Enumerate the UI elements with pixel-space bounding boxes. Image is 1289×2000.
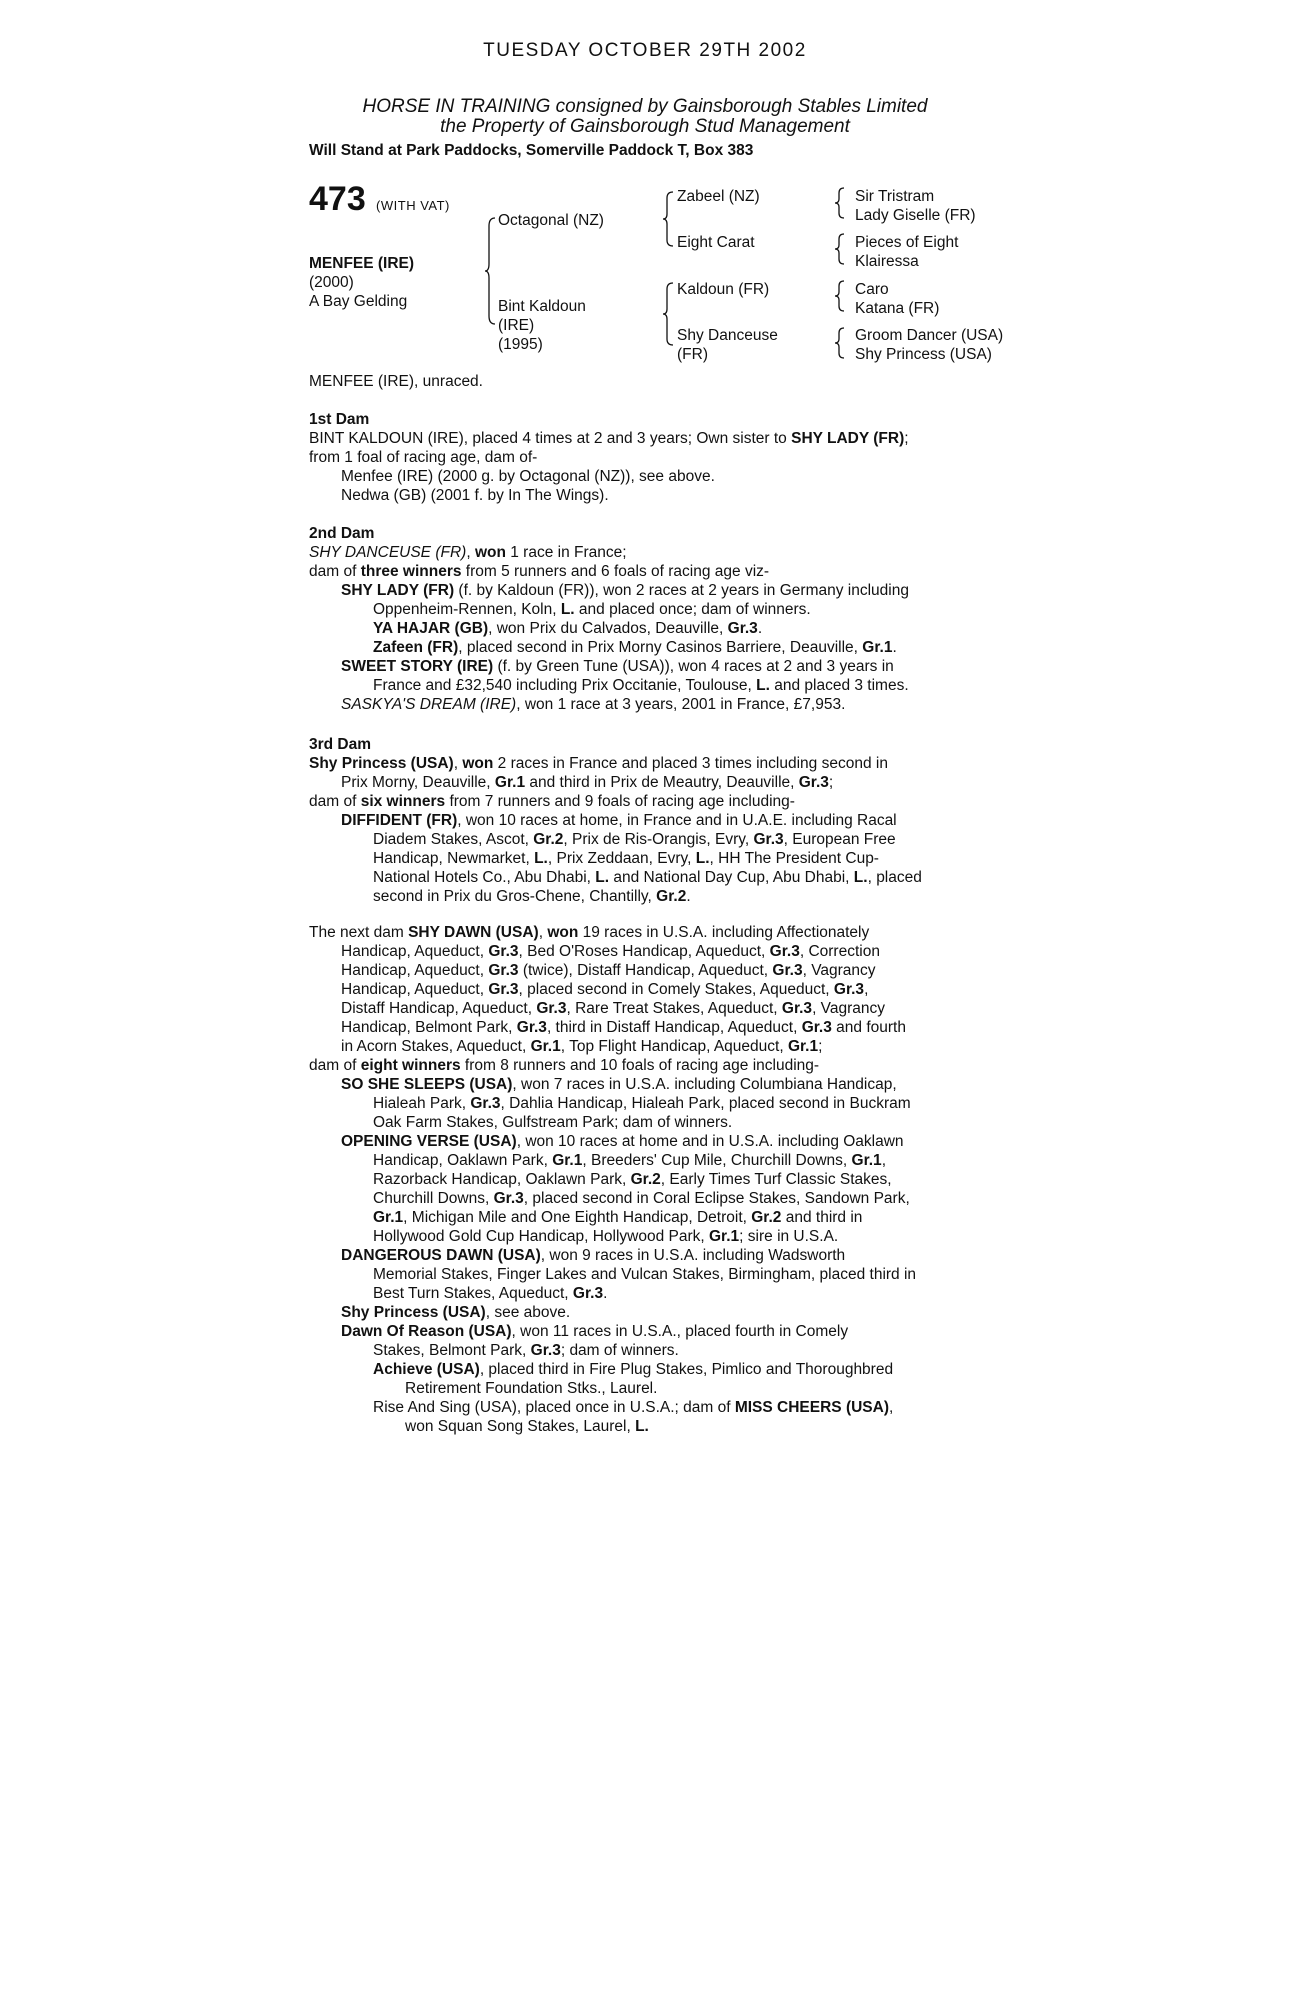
second-dam-produce-b: YA HAJAR (GB), won Prix du Calvados, Deauville, Gr.3. [373, 620, 763, 637]
next-dam-line-4: Handicap, Aqueduct, Gr.3, placed second in Comely Stakes, Aqueduct, Gr.3, [341, 981, 869, 998]
horse-year: (2000) [309, 274, 354, 291]
pedigree-ddd: Shy Princess (USA) [855, 346, 992, 363]
third-dam-line-1: Shy Princess (USA), won 2 races in France and placed 3 times including second in [309, 755, 888, 772]
third-dam-line-2: Prix Morny, Deauville, Gr.1 and third in Prix de Meautry, Deauville, Gr.3; [341, 774, 834, 791]
next-dam-line-1: The next dam SHY DAWN (USA), won 19 races in U.S.A. including Affectionately [309, 924, 870, 941]
lot-number: 473 [309, 180, 366, 218]
second-dam-produce-d: SWEET STORY (IRE) (f. by Green Tune (USA)), won 4 races at 2 and 3 years in [341, 658, 894, 675]
horse-name: MENFEE (IRE) [309, 255, 415, 272]
third-dam-produce-a-4: National Hotels Co., Abu Dhabi, L. and National Day Cup, Abu Dhabi, L., placed [373, 869, 922, 886]
pedigree-dds: Groom Dancer (USA) [855, 327, 1004, 344]
second-dam-line-1: SHY DANCEUSE (FR), won 1 race in France; [309, 544, 627, 561]
next-dam-produce-c-1: DANGEROUS DAWN (USA), won 9 races in U.S.A. including Wadsworth [341, 1247, 846, 1264]
next-dam-produce-a-1: SO SHE SLEEPS (USA), won 7 races in U.S.A. including Columbiana Handicap, [341, 1076, 897, 1093]
pedigree-bracket-dam [663, 281, 675, 347]
second-dam-heading: 2nd Dam [309, 525, 375, 542]
sale-date: TUESDAY OCTOBER 29TH 2002 [483, 40, 807, 61]
second-dam-line-2: dam of three winners from 5 runners and 6 foals of racing age viz- [309, 563, 770, 580]
pedigree-sss: Sir Tristram [855, 188, 935, 205]
next-dam-produce-b-5: Gr.1, Michigan Mile and One Eighth Handicap, Detroit, Gr.2 and third in [373, 1209, 863, 1226]
next-dam-produce-a-2: Hialeah Park, Gr.3, Dahlia Handicap, Hialeah Park, placed second in Buckram [373, 1095, 911, 1112]
unraced-note: MENFEE (IRE), unraced. [309, 373, 483, 390]
third-dam-heading: 3rd Dam [309, 736, 372, 753]
pedigree-dam-2: (IRE) [498, 317, 535, 334]
next-dam-produce-f-2: Retirement Foundation Stks., Laurel. [405, 1380, 658, 1397]
next-dam-line-3: Handicap, Aqueduct, Gr.3 (twice), Distaff Handicap, Aqueduct, Gr.3, Vagrancy [341, 962, 876, 979]
second-dam-produce-e: SASKYA'S DREAM (IRE), won 1 race at 3 years, 2001 in France, £7,953. [341, 696, 846, 713]
first-dam-line-2: from 1 foal of racing age, dam of- [309, 449, 538, 466]
first-dam-line-1: BINT KALDOUN (IRE), placed 4 times at 2 and 3 years; Own sister to SHY LADY (FR); [309, 430, 909, 447]
next-dam-produce-e-2: Stakes, Belmont Park, Gr.3; dam of winners. [373, 1342, 679, 1359]
second-dam-section [309, 524, 981, 714]
pedigree-bracket-dd [835, 326, 847, 360]
next-dam-produce-b-4: Churchill Downs, Gr.3, placed second in Coral Eclipse Stakes, Sandown Park, [373, 1190, 910, 1207]
third-dam-section [309, 735, 981, 906]
next-dam-line-8: dam of eight winners from 8 runners and 10 foals of racing age including- [309, 1057, 820, 1074]
next-dam-produce-f-1: Achieve (USA), placed third in Fire Plug Stakes, Pimlico and Thoroughbred [373, 1361, 894, 1378]
pedigree-sire: Octagonal (NZ) [498, 212, 604, 229]
third-dam-line-3: dam of six winners from 7 runners and 9 foals of racing age including- [309, 793, 795, 810]
pedigree-sdd: Klairessa [855, 253, 919, 270]
first-dam-heading: 1st Dam [309, 411, 370, 428]
first-dam-offspring-1: Menfee (IRE) (2000 g. by Octagonal (NZ)), see above. [341, 468, 715, 485]
horse-description: A Bay Gelding [309, 293, 408, 310]
second-dam-produce-c: Zafeen (FR), placed second in Prix Morny Casinos Barriere, Deauville, Gr.1. [373, 639, 897, 656]
pedigree-dd-2: (FR) [677, 346, 708, 363]
third-dam-produce-a-5: second in Prix du Gros-Chene, Chantilly, Gr.2. [373, 888, 691, 905]
pedigree-bracket-ss [835, 186, 847, 220]
next-dam-produce-b-3: Razorback Handicap, Oaklawn Park, Gr.2, Early Times Turf Classic Stakes, [373, 1171, 892, 1188]
next-dam-produce-b-6: Hollywood Gold Cup Handicap, Hollywood Park, Gr.1; sire in U.S.A. [373, 1228, 839, 1245]
first-dam-offspring-2: Nedwa (GB) (2001 f. by In The Wings). [341, 487, 609, 504]
next-dam-produce-g-1: Rise And Sing (USA), placed once in U.S.A.; dam of MISS CHEERS (USA), [373, 1399, 894, 1416]
second-dam-produce-a-2: Oppenheim-Rennen, Koln, L. and placed once; dam of winners. [373, 601, 811, 618]
next-dam-produce-c-2: Memorial Stakes, Finger Lakes and Vulcan Stakes, Birmingham, placed third in [373, 1266, 917, 1283]
next-dam-line-2: Handicap, Aqueduct, Gr.3, Bed O'Roses Handicap, Aqueduct, Gr.3, Correction [341, 943, 880, 960]
second-dam-produce-a: SHY LADY (FR) (f. by Kaldoun (FR)), won 2 races at 2 years in Germany including [341, 582, 909, 599]
next-dam-produce-d: Shy Princess (USA), see above. [341, 1304, 571, 1321]
next-dam-line-5: Distaff Handicap, Aqueduct, Gr.3, Rare Treat Stakes, Aqueduct, Gr.3, Vagrancy [341, 1000, 886, 1017]
third-dam-produce-a-2: Diadem Stakes, Ascot, Gr.2, Prix de Ris-Orangis, Evry, Gr.3, European Free [373, 831, 896, 848]
vat-note: (WITH VAT) [376, 198, 450, 213]
pedigree-ds: Kaldoun (FR) [677, 281, 770, 298]
pedigree-sds: Pieces of Eight [855, 234, 959, 251]
third-dam-produce-a-1: DIFFIDENT (FR), won 10 races at home, in France and in U.A.E. including Racal [341, 812, 897, 829]
consignor-info [309, 97, 981, 137]
pedigree-sd: Eight Carat [677, 234, 755, 251]
pedigree-bracket-sire [663, 190, 675, 248]
next-dam-produce-b-2: Handicap, Oaklawn Park, Gr.1, Breeders' Cup Mile, Churchill Downs, Gr.1, [373, 1152, 886, 1169]
lot-number-row [309, 180, 450, 218]
pedigree-dam-3: (1995) [498, 336, 543, 353]
first-dam-section [309, 410, 981, 505]
next-dam-produce-a-3: Oak Farm Stakes, Gulfstream Park; dam of winners. [373, 1114, 733, 1131]
next-dam-line-6: Handicap, Belmont Park, Gr.3, third in Distaff Handicap, Aqueduct, Gr.3 and fourth [341, 1019, 906, 1036]
pedigree-bracket-main [485, 216, 497, 326]
pedigree-dsd: Katana (FR) [855, 300, 940, 317]
next-dam-produce-g-2: won Squan Song Stakes, Laurel, L. [405, 1418, 649, 1435]
pedigree-bracket-ds [835, 279, 847, 313]
consign-line-2: the Property of Gainsborough Stud Management [440, 116, 850, 137]
next-dam-produce-c-3: Best Turn Stakes, Aqueduct, Gr.3. [373, 1285, 608, 1302]
stand-location: Will Stand at Park Paddocks, Somerville Paddock T, Box 383 [309, 142, 754, 159]
third-dam-produce-a-3: Handicap, Newmarket, L., Prix Zeddaan, Evry, L., HH The President Cup- [373, 850, 879, 867]
pedigree-ss: Zabeel (NZ) [677, 188, 760, 205]
consign-line-1: HORSE IN TRAINING consigned by Gainsborough Stables Limited [362, 96, 928, 117]
pedigree-bracket-sd [835, 232, 847, 266]
pedigree-dd-1: Shy Danceuse [677, 327, 778, 344]
next-dam-produce-e-1: Dawn Of Reason (USA), won 11 races in U.S.A., placed fourth in Comely [341, 1323, 849, 1340]
next-dam-line-7: in Acorn Stakes, Aqueduct, Gr.1, Top Flight Handicap, Aqueduct, Gr.1; [341, 1038, 823, 1055]
pedigree-dam-1: Bint Kaldoun [498, 298, 586, 315]
second-dam-produce-d-2: France and £32,540 including Prix Occitanie, Toulouse, L. and placed 3 times. [373, 677, 909, 694]
pedigree-ssd: Lady Giselle (FR) [855, 207, 976, 224]
pedigree-dss: Caro [855, 281, 889, 298]
next-dam-section [309, 923, 981, 1436]
next-dam-produce-b-1: OPENING VERSE (USA), won 10 races at home and in U.S.A. including Oaklawn [341, 1133, 904, 1150]
